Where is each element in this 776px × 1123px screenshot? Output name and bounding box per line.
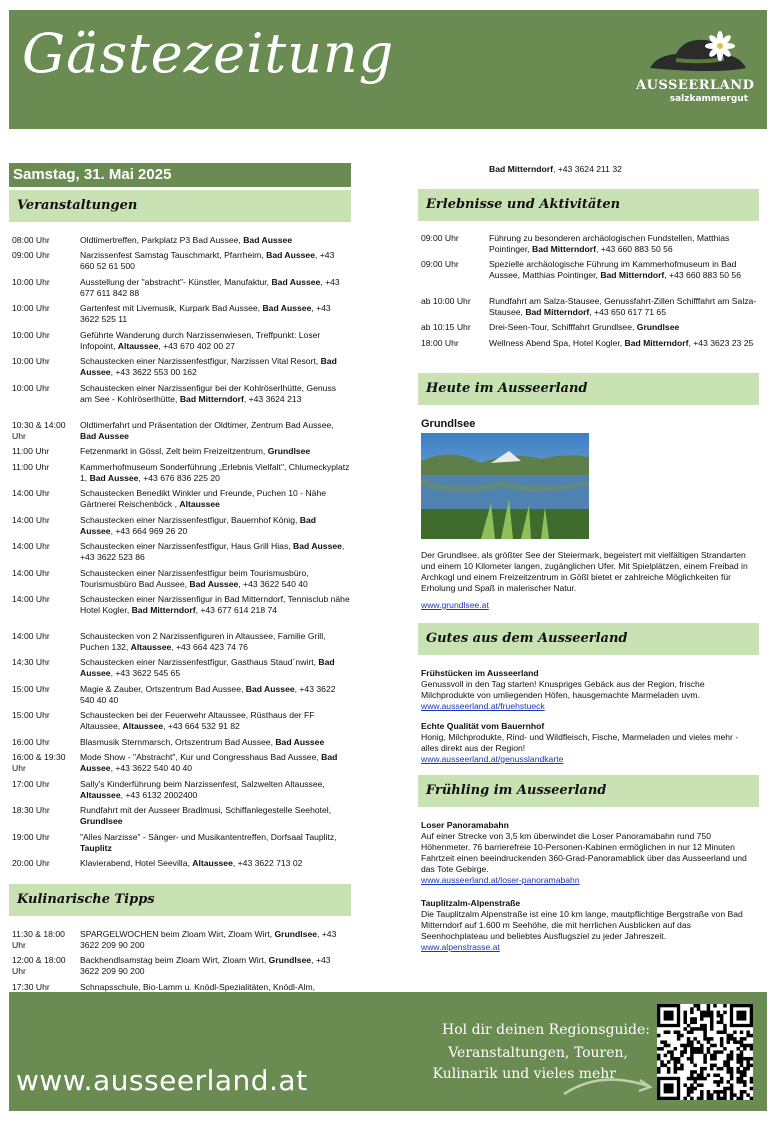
event-text: Spezielle archäologische Führung im Kammerhofmuseum in Bad Aussee, Matthias Pointinger, — [489, 259, 737, 280]
event-contact: , +43 3622 540 40 40 — [110, 763, 193, 773]
today-link[interactable]: www.grundlsee.at — [421, 600, 489, 610]
event-description — [80, 330, 350, 352]
event-place: Tauplitz — [80, 843, 112, 853]
event-time: 15:00 Uhr — [12, 710, 50, 720]
event-place: Bad Mitterndorf — [600, 270, 665, 280]
event-time: 16:00 Uhr — [12, 737, 50, 747]
gutes-article — [421, 668, 757, 712]
event-place: Bad Aussee — [89, 473, 139, 483]
article-link[interactable]: www.alpenstrasse.at — [421, 942, 500, 952]
event-place: Altaussee — [117, 341, 159, 351]
event-time: 14:00 Uhr — [12, 631, 50, 641]
event-place: Bad Aussee — [80, 752, 338, 773]
event-time: 10:00 Uhr — [12, 356, 50, 366]
section-fruehling: Frühling im Ausseerland — [418, 775, 759, 807]
article-text: Genussvoll in den Tag starten! Knuspriges Gebäck aus der Region, frische Milchprodukte von umliegenden Höfen, hausgemachte Marmeladen uvm. — [421, 679, 705, 700]
article-title: Frühstücken im Ausseerland — [421, 668, 539, 678]
event-contact: , +43 3624 213 — [243, 394, 302, 404]
event-time: 10:00 Uhr — [12, 277, 50, 287]
event-description — [80, 383, 350, 405]
event-text: Schnapsschule, Bio-Lamm u. Knödl-Spezialitäten, Knödl-Alm, — [80, 982, 316, 992]
gutes-article — [421, 721, 757, 765]
event-place: Bad Aussee — [271, 277, 321, 287]
event-description — [80, 488, 350, 510]
article-text: Die Tauplitzalm Alpenstraße ist eine 10 km lange, mautpflichtige Bergstraße von Bad Mitterndorf auf 1.600 m Seehöhe, die mit herrlichen Ausblicken auf das Seenhochplateau und beliebtes Ausflugsziel zu jeder Jahreszeit. — [421, 909, 743, 941]
event-place: Altaussee — [122, 721, 164, 731]
event-time: 10:30 & 14:00 Uhr — [12, 420, 66, 441]
event-contact: , +43 677 611 842 88 — [80, 277, 340, 298]
event-text: Kammerhofmuseum Sonderführung „Erlebnis Vielfalt", Chlumeckyplatz 1, — [80, 462, 350, 483]
event-time: 17:30 Uhr — [12, 982, 50, 992]
event-text: Rundfahrt mit der Ausseer Bradlmusi, Schiffanlegestelle Seehotel, — [80, 805, 332, 815]
event-text: Schaustecken einer Narzissenfestfigur, Narzissen Vital Resort, — [80, 356, 321, 366]
arrow-icon — [560, 1070, 654, 1098]
event-description — [489, 233, 757, 255]
event-contact: , +43 3622 540 40 — [238, 579, 308, 589]
event-place: Bad Mitterndorf — [131, 605, 196, 615]
event-description — [489, 322, 757, 333]
event-description — [80, 462, 350, 484]
event-text: Sally's Kinderführung beim Narzissenfest, Salzwelten Altaussee, — [80, 779, 325, 789]
date-bar: Samstag, 31. Mai 2025 — [9, 163, 351, 187]
event-description — [80, 929, 350, 951]
event-time: 19:00 Uhr — [12, 832, 50, 842]
event-time: 14:00 Uhr — [12, 488, 50, 498]
event-time: 09:00 Uhr — [421, 259, 459, 269]
logo-sub: salzkammergut — [669, 94, 748, 104]
event-contact: , +43 6132 2002400 — [120, 790, 198, 800]
event-contact: , +43 660 883 50 56 — [595, 244, 673, 254]
event-time: 11:30 & 18:00 Uhr — [12, 929, 65, 950]
event-time: 16:00 & 19:30 Uhr — [12, 752, 66, 773]
event-time: 09:00 Uhr — [12, 250, 50, 260]
event-text: "Alles Narzisse" - Sänger- und Musikantentreffen, Dorfsaal Tauplitz, — [80, 832, 337, 842]
event-description — [80, 235, 350, 246]
event-description — [80, 303, 350, 325]
event-contact: , +43 670 402 00 27 — [158, 341, 236, 351]
event-place: Bad Aussee — [245, 684, 295, 694]
event-description — [80, 710, 350, 732]
footer-line2: Veranstaltungen, Touren, — [448, 1045, 628, 1061]
article-title: Echte Qualität vom Bauernhof — [421, 721, 545, 731]
section-erlebnisse: Erlebnisse und Aktivitäten — [418, 189, 759, 221]
event-place: Bad Mitterndorf — [624, 338, 689, 348]
event-text: Rundfahrt am Salza-Stausee, Genussfahrt-Zillen Schifffahrt am Salza-Stausee, — [489, 296, 757, 317]
event-place: Bad Aussee — [80, 431, 129, 441]
event-description — [80, 356, 350, 378]
fruehling-article — [421, 898, 757, 953]
event-description — [489, 296, 757, 318]
event-time: ab 10:00 Uhr — [421, 296, 471, 306]
event-contact: , +43 3622 540 40 40 — [80, 684, 336, 705]
section-heute: Heute im Ausseerland — [418, 373, 759, 405]
event-description — [80, 684, 350, 706]
section-veranstaltungen: Veranstaltungen — [9, 190, 351, 222]
event-time: 10:00 Uhr — [12, 383, 50, 393]
event-place: Grundlsee — [267, 446, 311, 456]
fruehling-article — [421, 820, 757, 886]
event-place: Altaussee — [80, 790, 121, 800]
event-contact: , +43 3623 23 25 — [688, 338, 754, 348]
event-description — [80, 446, 350, 457]
event-text: Schaustecken einer Narzissenfestfigur, Gasthaus Staud´nwirt, — [80, 657, 319, 667]
event-description — [80, 515, 350, 537]
event-description — [80, 752, 350, 774]
event-description — [80, 858, 350, 869]
event-time: 14:00 Uhr — [12, 541, 50, 551]
event-time: 09:00 Uhr — [421, 233, 459, 243]
event-contact: , +43 3622 713 02 — [232, 858, 303, 868]
event-place: Bad Mitterndorf — [532, 244, 596, 254]
event-time: ab 10:15 Uhr — [421, 322, 471, 332]
event-time: 15:00 Uhr — [12, 684, 50, 694]
event-place: Altaussee — [179, 499, 220, 509]
logo-name: AUSSEERLAND — [636, 78, 755, 93]
event-place: Bad Aussee — [80, 515, 316, 536]
footer-url[interactable]: www.ausseerland.at — [16, 1064, 308, 1097]
event-place: Bad Aussee — [266, 250, 315, 260]
footer-line1: Hol dir deinen Regionsguide: — [442, 1022, 650, 1038]
event-contact: , +43 664 423 74 76 — [171, 642, 248, 652]
footer-line3: Kulinarik und vieles mehr — [432, 1066, 616, 1082]
today-title: Grundlsee — [421, 418, 476, 430]
event-text: Magie & Zauber, Ortszentrum Bad Aussee, — [80, 684, 246, 694]
event-contact: , +43 3622 209 90 200 — [80, 929, 337, 950]
event-place: Grundlsee — [80, 816, 123, 826]
event-place: Bad Aussee — [262, 303, 312, 313]
event-contact: , +43 3622 545 65 — [110, 668, 181, 678]
event-text: Drei-Seen-Tour, Schifffahrt Grundlsee, — [489, 322, 637, 332]
event-text: Mode Show - "Abstracht", Kur und Congresshaus Bad Aussee, — [80, 752, 322, 762]
event-place: Bad Aussee — [80, 657, 335, 678]
event-text: Oldtimertreffen, Parkplatz P3 Bad Aussee, — [80, 235, 244, 245]
section-gutes: Gutes aus dem Ausseerland — [418, 623, 759, 655]
event-text: Schaustecken einer Narzissenfestfigur, Bauernhof König, — [80, 515, 300, 525]
event-contact: , +43 676 836 225 20 — [138, 473, 220, 483]
grundlsee-photo — [421, 433, 589, 539]
page-title: Gästezeitung — [22, 22, 395, 85]
section-kulinarisch: Kulinarische Tipps — [9, 884, 351, 916]
event-place: Grundlsee — [274, 929, 318, 939]
event-text: Schaustecken bei der Feuerwehr Altaussee, Rüsthaus der FF Altaussee, — [80, 710, 315, 731]
event-time: 20:00 Uhr — [12, 858, 50, 868]
event-time: 12:00 & 18:00 Uhr — [12, 955, 66, 976]
event-text: Narzissenfest Samstag Tauschmarkt, Pfarrheim, — [80, 250, 267, 260]
event-contact: , +43 677 614 218 74 — [195, 605, 278, 615]
event-place: Bad Aussee — [293, 541, 342, 551]
event-text: Schaustecken einer Narzissenfigur in Bad Mitterndorf, Tennisclub nähe Hotel Kogler, — [80, 594, 350, 615]
event-contact: , +43 660 883 50 56 — [664, 270, 741, 280]
event-time: 17:00 Uhr — [12, 779, 50, 789]
event-place: Bad Aussee — [189, 579, 239, 589]
event-place: Bad Aussee — [243, 235, 293, 245]
event-place: Bad Mitterndorf — [525, 307, 590, 317]
activity-place: Bad Mitterndorf — [489, 164, 553, 174]
event-time: 14:30 Uhr — [12, 657, 50, 667]
event-place: Grundlsee — [268, 955, 312, 965]
event-description — [80, 779, 350, 801]
article-link[interactable]: www.ausseerland.at/loser-panoramabahn — [421, 875, 580, 885]
event-text: Geführte Wanderung durch Narzissenwiesen, Treffpunkt: Loser Infopoint, — [80, 330, 321, 351]
event-time: 18:30 Uhr — [12, 805, 50, 815]
article-text: Honig, Milchprodukte, Rind- und Wildfleisch, Fische, Marmeladen und vieles mehr - alles direkt aus der Region! — [421, 732, 739, 753]
article-title: Tauplitzalm-Alpenstraße — [421, 898, 521, 908]
event-text: Blasmusik Sternmarsch, Ortszentrum Bad Aussee, — [80, 737, 276, 747]
event-description — [80, 805, 350, 827]
event-text: SPARGELWOCHEN beim Zloam Wirt, Zloam Wirt, — [80, 929, 275, 939]
event-place: Bad Aussee — [275, 737, 325, 747]
event-contact: , +43 3622 209 90 200 — [80, 955, 331, 976]
event-contact: , +43 664 532 91 82 — [163, 721, 240, 731]
event-description — [80, 594, 350, 616]
event-time: 10:00 Uhr — [12, 303, 50, 313]
event-time: 14:00 Uhr — [12, 515, 50, 525]
event-text: Ausstellung der "abstracht"- Künstler, Manufaktur, — [80, 277, 272, 287]
event-text: Schaustecken von 2 Narzissenfiguren in Altaussee, Familie Grill, Puchen 132, — [80, 631, 326, 652]
event-time: 14:00 Uhr — [12, 568, 50, 578]
event-text: Fetzenmarkt in Gössl, Zelt beim Freizeitzentrum, — [80, 446, 268, 456]
event-time: 14:00 Uhr — [12, 594, 50, 604]
event-text: Schaustecken einer Narzissenfigur bei der Kohlröserlhütte, Genuss am See - Kohlröserlhütte, — [80, 383, 337, 404]
event-place: Bad Aussee — [80, 356, 337, 377]
event-description — [80, 277, 350, 299]
qr-code-icon — [657, 1004, 753, 1100]
event-text: Führung zu besonderen archäologischen Fundstellen, Matthias Pointinger, — [489, 233, 730, 254]
event-place: Bad Mitterndorf — [179, 394, 244, 404]
article-link[interactable]: www.ausseerland.at/genusslandkarte — [421, 754, 564, 764]
hat-edelweiss-icon — [636, 28, 754, 80]
event-contact: , +43 650 617 71 65 — [589, 307, 666, 317]
event-description — [80, 955, 350, 977]
event-description — [80, 631, 350, 653]
ausseerland-logo — [636, 28, 754, 108]
event-place: Altaussee — [192, 858, 233, 868]
event-contact: , +43 3622 525 11 — [80, 303, 331, 324]
event-time: 18:00 Uhr — [421, 338, 459, 348]
event-description — [80, 541, 350, 563]
event-description — [80, 657, 350, 679]
event-place: Grundlsee — [636, 322, 680, 332]
event-description — [489, 338, 757, 349]
qr-code[interactable] — [657, 1004, 753, 1100]
event-text: Oldtimerfahrt und Präsentation der Oldtimer, Zentrum Bad Aussee, — [80, 420, 334, 430]
event-contact: , +43 3622 523 86 — [80, 541, 345, 562]
event-time: 11:00 Uhr — [12, 446, 50, 456]
event-description — [80, 250, 350, 272]
event-text: Gartenfest mit Livemusik, Kurpark Bad Aussee, — [80, 303, 263, 313]
event-contact: , +43 660 52 61 500 — [80, 250, 335, 271]
event-text: Schaustecken einer Narzissenfestfigur beim Tourismusbüro, Tourismusbüro Bad Aussee, — [80, 568, 309, 589]
activity-contact: , +43 3624 211 32 — [552, 164, 622, 174]
article-title: Loser Panoramabahn — [421, 820, 509, 830]
event-text: Schaustecken einer Narzissenfestfigur, Haus Grill Hias, — [80, 541, 294, 551]
event-description — [80, 737, 350, 748]
event-description — [80, 568, 350, 590]
article-text: Auf einer Strecke von 3,5 km überwindet die Loser Panoramabahn rund 750 Höhenmeter. 76 barrierefreie 10-Personen-Kabinen ermöglichen in nur 12 Minuten Fahrtzeit einen beeindruckenden 360-Grad-Panoramablick über das Ausseerland und das Tote Gebirge. — [421, 831, 747, 874]
event-time: 08:00 Uhr — [12, 235, 50, 245]
event-text: Klavierabend, Hotel Seevilla, — [80, 858, 193, 868]
event-place: Altaussee — [130, 642, 172, 652]
event-time: 10:00 Uhr — [12, 330, 50, 340]
event-text: Wellness Abend Spa, Hotel Kogler, — [489, 338, 625, 348]
event-description — [80, 832, 350, 854]
event-contact: , +43 3622 553 00 162 — [110, 367, 197, 377]
activity-continued — [489, 164, 622, 175]
event-time: 11:00 Uhr — [12, 462, 50, 472]
event-description — [80, 420, 350, 442]
article-link[interactable]: www.ausseerland.at/fruehstueck — [421, 701, 545, 711]
event-description — [489, 259, 757, 281]
event-text: Backhendlsamstag beim Zloam Wirt, Zloam Wirt, — [80, 955, 269, 965]
event-contact: , +43 664 969 26 20 — [110, 526, 188, 536]
today-text: Der Grundlsee, als größter See der Steiermark, begeistert mit vielfältigen Strandarten und einem 10 Kilometer langen, zugänglichen Ufer. Mit Spielplätzen, einem Freibad in Archkogl und einem Freizeitzentrum in Gößl bietet er zahlreiche Möglichkeiten für Erholung und Spaß in malerischer Natur. — [421, 550, 748, 593]
event-text: Schaustecken Benedikt Winkler und Freunde, Puchen 10 - Nähe Gärtnerei Reischenböck , — [80, 488, 327, 509]
